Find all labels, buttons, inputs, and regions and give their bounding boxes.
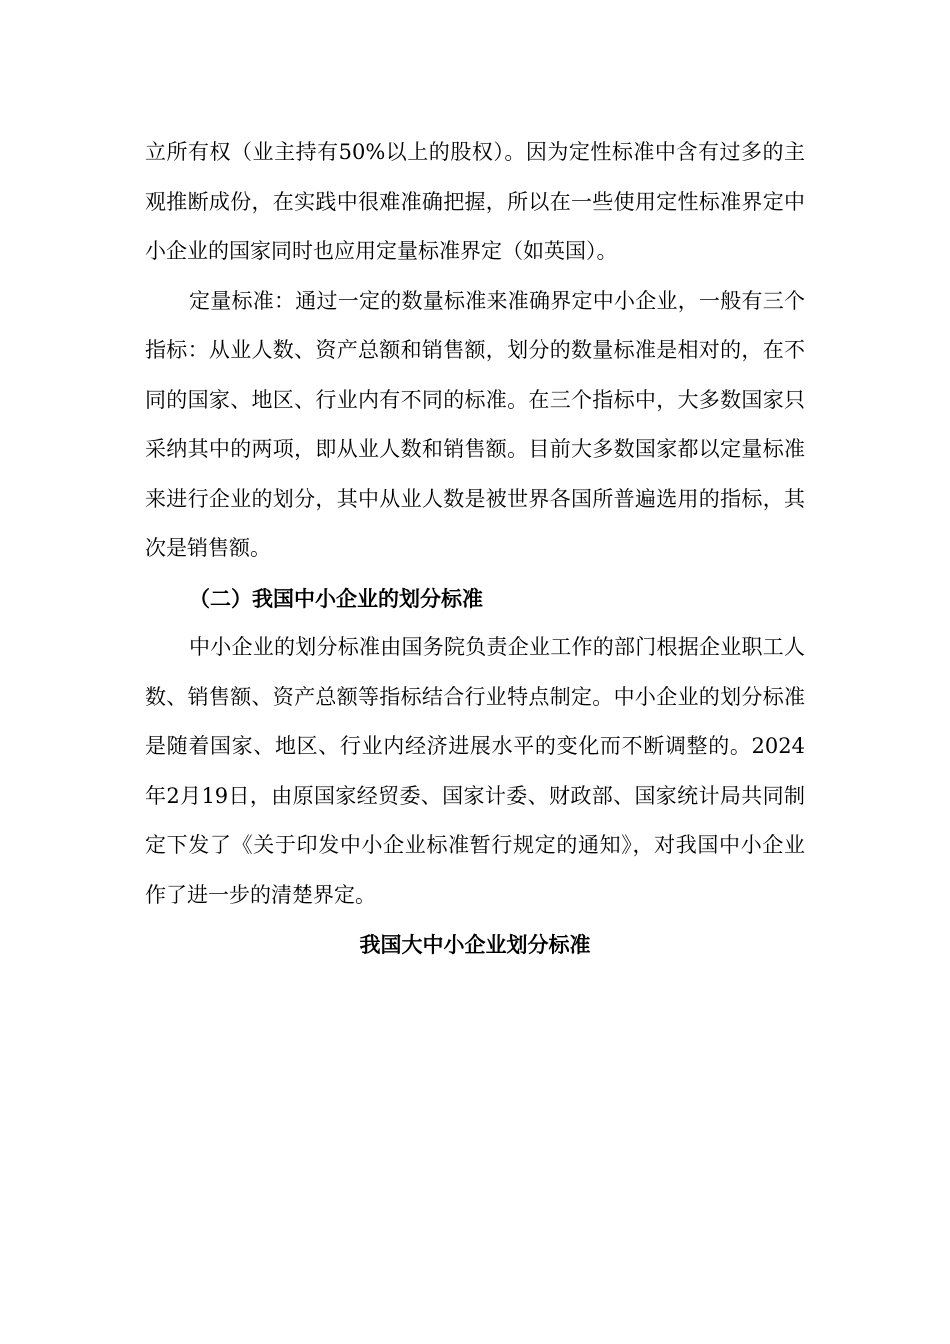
paragraph-ownership-continuation: 立所有权（业主持有50%以上的股权）。因为定性标准中含有过多的主观推断成份，在实践中很难准确把握，所以在一些使用定性标准界定中小企业的国家同时也应用定量标准界定（如英国）。: [145, 140, 805, 263]
document-page: [145, 128, 805, 970]
paragraph-quantitative-standard: 定量标准：通过一定的数量标准来准确界定中小企业，一般有三个指标：从业人数、资产总额和销售额，划分的数量标准是相对的，在不同的国家、地区、行业内有不同的标准。在三个指标中，大多数国家只采纳其中的两项，即从业人数和销售额。目前大多数国家都以定量标准来进行企业的划分，其中从业人数是被世界各国所普遍选用的指标，其次是销售额。: [145, 288, 805, 560]
table-title: 我国大中小企业划分标准: [359, 932, 591, 957]
paragraph-china-standard: 中小企业的划分标准由国务院负责企业工作的部门根据企业职工人数、销售额、资产总额等指标结合行业特点制定。中小企业的划分标准是随着国家、地区、行业内经济进展水平的变化而不断调整的。2024年2月19日，由原国家经贸委、国家计委、财政部、国家统计局共同制定下发了《关于印发中小企业标准暂行规定的通知》，对我国中小企业作了进一步的清楚界定。: [145, 635, 805, 907]
section-heading: （二）我国中小企业的划分标准: [189, 585, 483, 611]
